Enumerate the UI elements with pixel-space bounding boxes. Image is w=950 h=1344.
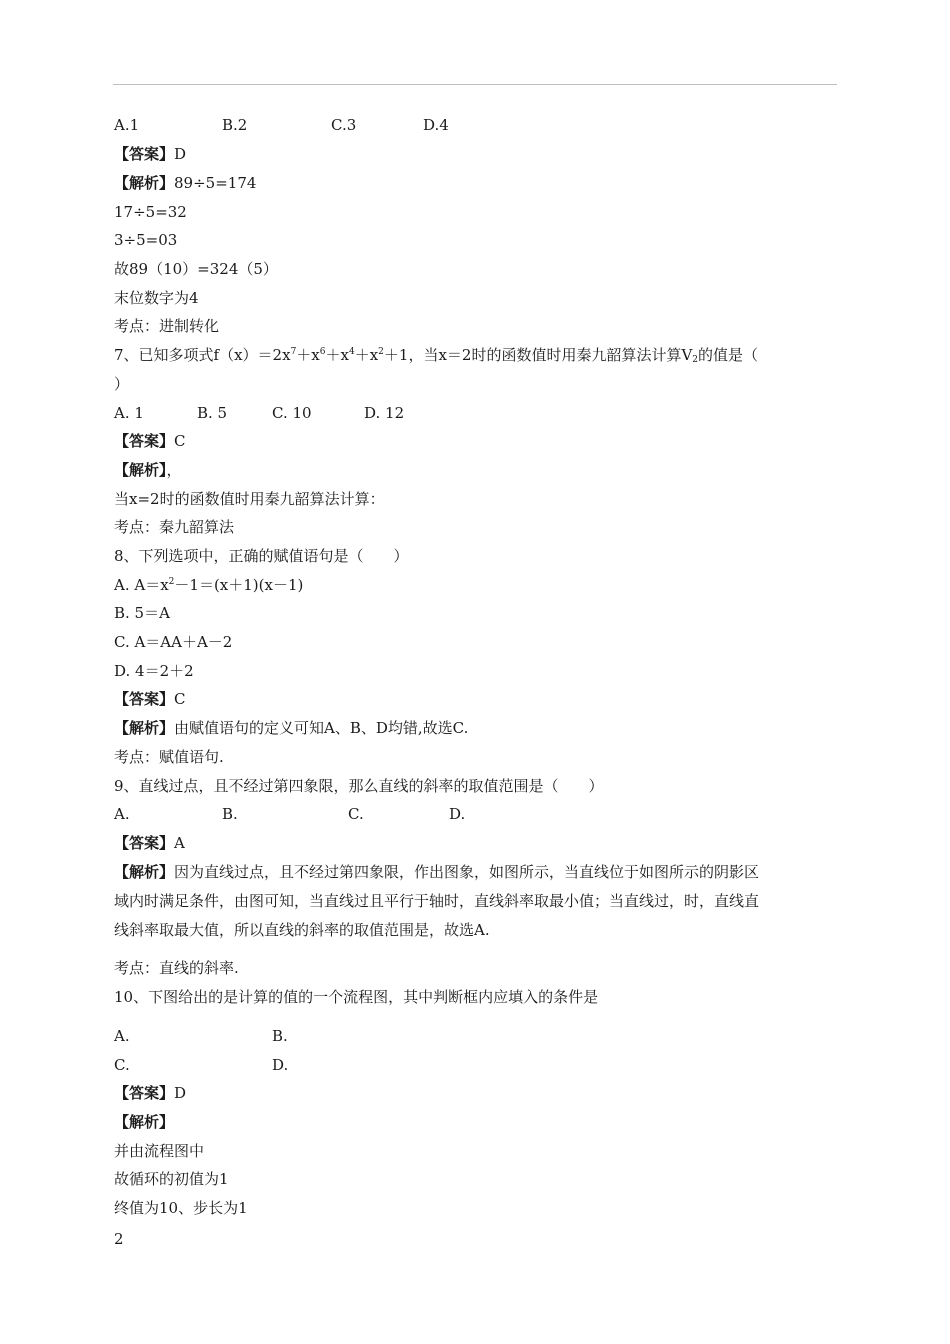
q10-analysis-line: 并由流程图中 (114, 1142, 205, 1160)
q7-option-c: C. 10 (272, 404, 312, 422)
q9-option-b: B. (222, 805, 238, 823)
q8-option-d: D. 4＝2＋2 (114, 662, 194, 680)
q6-step: 17÷5=32 (114, 203, 187, 221)
q8-stem: 8、下列选项中，正确的赋值语句是（ ） (114, 547, 409, 565)
q10-option-a: A. (114, 1027, 130, 1045)
q6-analysis (114, 173, 256, 193)
q6-step: 3÷5=03 (114, 231, 178, 249)
q7-stem-cont: ） (114, 375, 130, 393)
q9-analysis: 【解析】因为直线过点，且不经过第四象限，作出图象，如图所示，当直线位于如图所示的阴影区 (114, 863, 760, 881)
header-rule (113, 84, 837, 85)
q7-option-b: B. 5 (197, 404, 228, 422)
q7-answer: 【答案】C (114, 432, 186, 450)
page-number: 2 (114, 1230, 124, 1248)
q9-analysis-cont: 域内时满足条件，由图可知，当直线过且平行于轴时，直线斜率取最小值；当直线过，时，直线直 (114, 892, 760, 910)
analysis-text: 89÷5=174 (174, 174, 257, 192)
q6-step: 末位数字为4 (114, 289, 199, 307)
q6-answer (114, 144, 186, 164)
q6-step: 故89（10）=324（5） (114, 260, 278, 278)
q10-analysis: 【解析】 (114, 1113, 175, 1131)
q9-option-c: C. (348, 805, 364, 823)
q7-stem: 7、已知多项式$f(x)=2x^7+x^6+x^4+x^2+1$，当x＝2时的函数值时用秦九韶算法计算$V_2$的值是（ (114, 346, 759, 365)
q8-option-a: A. $A=x^2-1=(x+1)(x-1)$ (114, 576, 304, 594)
q9-option-a: A. (114, 805, 130, 823)
q8-answer: 【答案】C (114, 690, 186, 708)
q8-kaodian: 考点：赋值语句. (114, 748, 224, 766)
q9-analysis-cont: 线斜率取最大值，所以直线的斜率的取值范围是，故选A. (114, 921, 490, 939)
answer-tag: 【答案】 (114, 145, 175, 163)
q7-analysis-line: 当x=2时的函数值时用秦九韶算法计算： (114, 490, 385, 508)
q7-option-d: D. 12 (364, 404, 405, 422)
q8-analysis: 【解析】由赋值语句的定义可知A、B、D均错,故选C. (114, 719, 469, 737)
q10-analysis-line: 终值为10、步长为1 (114, 1199, 248, 1217)
answer-value: D (174, 145, 187, 163)
q10-option-c: C. (114, 1056, 130, 1074)
q10-stem: 10、下图给出的是计算的值的一个流程图，其中判断框内应填入的条件是 (114, 988, 599, 1006)
q6-option-c: C.3 (331, 116, 357, 134)
q10-option-b: B. (272, 1027, 288, 1045)
q9-answer: 【答案】A (114, 834, 185, 852)
q10-option-d: D. (272, 1056, 289, 1074)
q9-stem: 9、直线过点，且不经过第四象限，那么直线的斜率的取值范围是（ ） (114, 777, 604, 795)
q9-kaodian: 考点：直线的斜率. (114, 959, 239, 977)
q10-answer: 【答案】D (114, 1084, 187, 1102)
q7-kaodian: 考点：秦九韶算法 (114, 518, 235, 536)
q7-analysis: 【解析】， (114, 461, 182, 479)
q8-option-b: B. 5＝A (114, 604, 170, 622)
q8-option-c: C. A＝AA＋A－2 (114, 633, 233, 651)
q6-option-d: D.4 (423, 116, 449, 134)
q9-option-d: D. (449, 805, 466, 823)
q10-analysis-line: 故循环的初值为1 (114, 1170, 229, 1188)
q6-option-b: B.2 (222, 116, 248, 134)
q6-option-a: A.1 (114, 116, 140, 134)
q6-kaodian: 考点：进制转化 (114, 317, 220, 335)
q7-option-a: A. 1 (114, 404, 144, 422)
analysis-tag: 【解析】 (114, 174, 175, 192)
